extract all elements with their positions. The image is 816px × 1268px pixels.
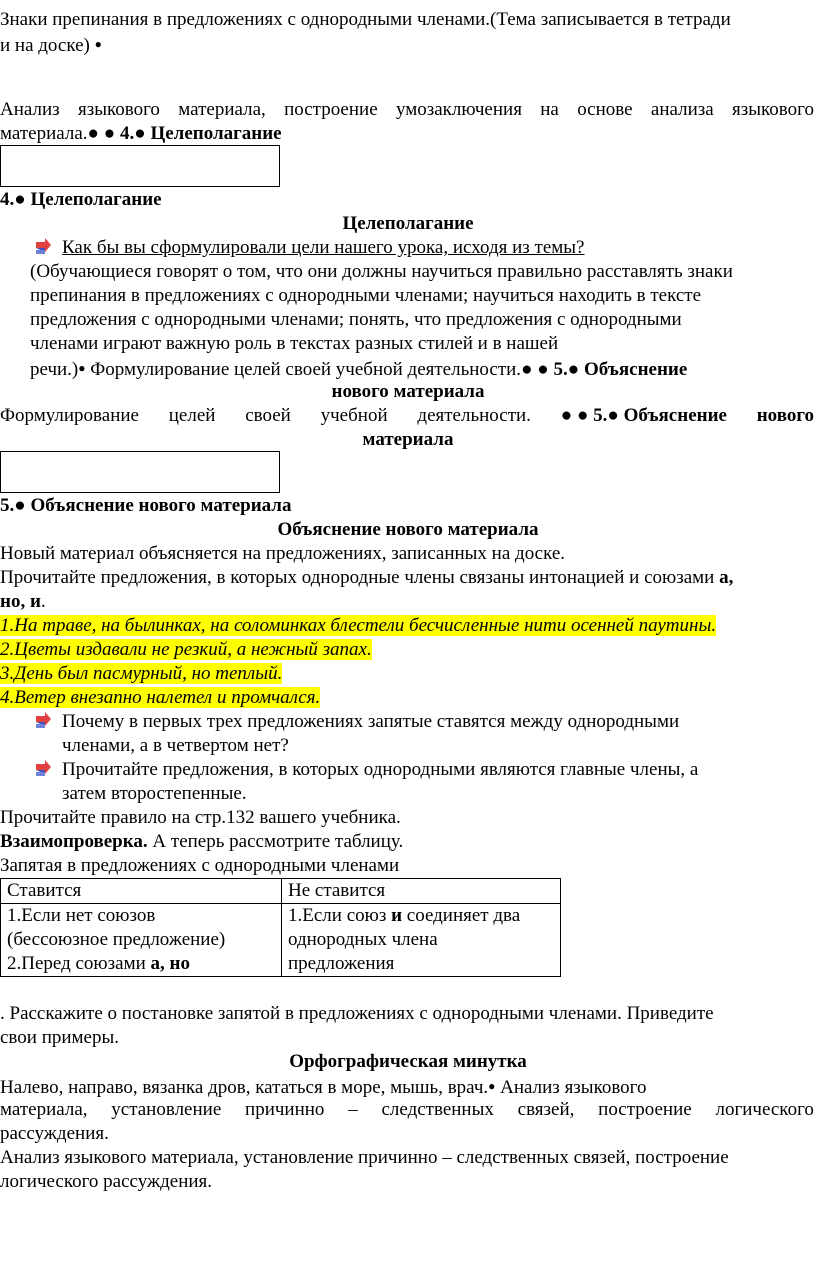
- heading-line-2-text: и на доске): [0, 35, 90, 56]
- formulation-center: материала: [362, 429, 454, 450]
- arrow-bullet-icon: [34, 760, 52, 778]
- bullet-dot: ●: [94, 37, 102, 51]
- comma-rules-table: [0, 878, 561, 977]
- highlighted-example: 4.Ветер внезапно налетел и промчался.: [0, 687, 321, 708]
- table-header-row: [1, 879, 561, 904]
- cell-text: 2.Перед союзами: [7, 953, 151, 974]
- word: умозаключения: [395, 99, 522, 120]
- bullet-dot: ●: [78, 361, 86, 375]
- word: на: [540, 99, 559, 120]
- check-line: [0, 830, 403, 854]
- word: деятельности.: [417, 405, 531, 426]
- read-line-2-bold: но, и: [0, 591, 41, 612]
- rule-line: Прочитайте правило на стр.132 вашего учебника.: [0, 807, 401, 828]
- arrow-bullet-icon: [34, 238, 52, 256]
- goal-section-title: Целеполагание: [342, 213, 474, 234]
- word: связей,: [517, 1099, 575, 1120]
- goal-bold-center: нового материала: [331, 381, 485, 402]
- goal-answer-bold: Объяснение: [584, 359, 688, 380]
- bullet-1-line-2: членами, а в четвертом нет?: [62, 735, 289, 756]
- check-text: А теперь рассмотрите таблицу.: [152, 831, 404, 852]
- cell-text: 1.Если союз: [288, 905, 392, 926]
- analysis-line-1: [0, 98, 814, 122]
- cell-line: [7, 952, 281, 976]
- empty-box-2: [0, 451, 280, 493]
- word: своей: [245, 405, 291, 426]
- heading-line-1: Знаки препинания в предложениях с однородными членами.(Тема записывается в тетради: [0, 9, 731, 30]
- analysis2-line-1: Анализ языкового материала, установление причинно – следственных связей, построение: [0, 1147, 729, 1168]
- analysis2-line-2: логического рассуждения.: [0, 1171, 213, 1192]
- read-line-1-bold: а,: [719, 567, 734, 588]
- cell-line: 1.Если нет союзов: [7, 905, 156, 926]
- goal-section-label: 4.● Целеполагание: [0, 189, 162, 210]
- word: ● ● 5.● Объяснение: [560, 405, 727, 426]
- goal-answer-line-2: препинания в предложениях с однородными членами; научиться находить в тексте: [30, 285, 702, 306]
- cell-text: соединяет два: [402, 905, 521, 926]
- goal-question: Как бы вы сформулировали цели нашего урока, исходя из темы?: [62, 237, 585, 258]
- word: установление: [111, 1099, 222, 1120]
- word: анализа: [650, 99, 714, 120]
- highlighted-example: 3.День был пасмурный, но теплый.: [0, 663, 283, 684]
- cell-line: предложения: [288, 953, 395, 974]
- explain-section-title: Объяснение нового материала: [277, 519, 539, 540]
- analysis-line-2: [0, 122, 282, 146]
- cell-line: однородных члена: [288, 929, 438, 950]
- spelling-title: Орфографическая минутка: [289, 1051, 527, 1072]
- read-line-1: [0, 566, 733, 590]
- word: построение: [284, 99, 378, 120]
- analysis-goal-heading: Целеполагание: [150, 123, 282, 144]
- word: Анализ: [0, 99, 60, 120]
- word: нового: [756, 405, 814, 426]
- bullet-2-line-2: затем второстепенные.: [62, 783, 247, 804]
- analysis-marks: ● ● 4.●: [87, 123, 146, 144]
- word: основе: [577, 99, 633, 120]
- spelling-line-3: рассуждения.: [0, 1123, 109, 1144]
- word: логического: [715, 1099, 814, 1120]
- word: материала,: [0, 1099, 88, 1120]
- bullet-2-line-1: Прочитайте предложения, в которых однородными являются главные члены, а: [62, 759, 699, 780]
- empty-box-1: [0, 145, 280, 187]
- formulation-line: [0, 404, 814, 428]
- table-header-cell: Ставится: [1, 879, 282, 904]
- word: построение: [598, 1099, 692, 1120]
- heading-line-2: [0, 32, 102, 58]
- table-cell-right: [282, 904, 561, 977]
- word: Формулирование: [0, 405, 139, 426]
- word: языкового: [77, 99, 160, 120]
- retell-line-2: свои примеры.: [0, 1027, 120, 1048]
- example-3: [0, 662, 282, 686]
- word: языкового: [732, 99, 814, 120]
- spelling-line-1-end: Анализ языкового: [500, 1077, 647, 1098]
- read-line-2-end: .: [40, 591, 46, 612]
- check-bold: Взаимопроверка.: [0, 831, 148, 852]
- goal-answer-line-5: [30, 356, 687, 382]
- word: учебной: [320, 405, 388, 426]
- spelling-line-2: [0, 1098, 814, 1122]
- cell-line: (бессоюзное предложение): [7, 929, 226, 950]
- word: следственных: [381, 1099, 494, 1120]
- goal-answer-line-4: членами играют важную роль в текстах разных стилей и в нашей: [30, 333, 559, 354]
- cell-line: [288, 904, 560, 928]
- cell-bold: а, но: [150, 953, 190, 974]
- spelling-line-1: [0, 1074, 647, 1100]
- example-1: [0, 614, 716, 638]
- word: материала,: [178, 99, 266, 120]
- cell-bold: и: [391, 905, 403, 926]
- spelling-words: Налево, направо, вязанка дров, кататься в море, мышь, врач.: [0, 1077, 489, 1098]
- word: –: [348, 1099, 358, 1120]
- bullet-1-line-1: Почему в первых трех предложениях запятые ставятся между однородными: [62, 711, 680, 732]
- arrow-bullet-icon: [34, 712, 52, 730]
- word: целей: [168, 405, 216, 426]
- goal-answer-text: Формулирование целей своей учебной деятельности.: [90, 359, 522, 380]
- highlighted-example: 1.На траве, на былинках, на соломинках блестели бесчисленные нити осенней паутины.: [0, 615, 717, 636]
- read-line-2: [0, 590, 46, 614]
- goal-answer-line-3: предложения с однородными членами; понять, что предложения с однородными: [30, 309, 682, 330]
- table-caption: Запятая в предложениях с однородными членами: [0, 855, 400, 876]
- goal-answer-marks: ● ● 5.●: [521, 359, 580, 380]
- example-2: [0, 638, 372, 662]
- table-header-cell: Не ставится: [282, 879, 561, 904]
- example-4: [0, 686, 320, 710]
- goal-answer-start: речи.): [30, 359, 79, 380]
- table-cell-left: [1, 904, 282, 977]
- retell-line-1: . Расскажите о постановке запятой в предложениях с однородными членами. Приведите: [0, 1003, 714, 1024]
- read-line-1-text: Прочитайте предложения, в которых однородные члены связаны интонацией и союзами: [0, 567, 715, 588]
- explain-section-label: 5.● Объяснение нового материала: [0, 495, 292, 516]
- explain-intro: Новый материал объясняется на предложениях, записанных на доске.: [0, 543, 566, 564]
- goal-answer-line-1: (Обучающиеся говорят о том, что они должны научиться правильно расставлять знаки: [30, 261, 733, 282]
- word: причинно: [245, 1099, 325, 1120]
- highlighted-example: 2.Цветы издавали не резкий, а нежный запах.: [0, 639, 372, 660]
- bullet-dot: ●: [488, 1079, 496, 1093]
- analysis-line-2-text: материала.: [0, 123, 88, 144]
- table-row: [1, 904, 561, 977]
